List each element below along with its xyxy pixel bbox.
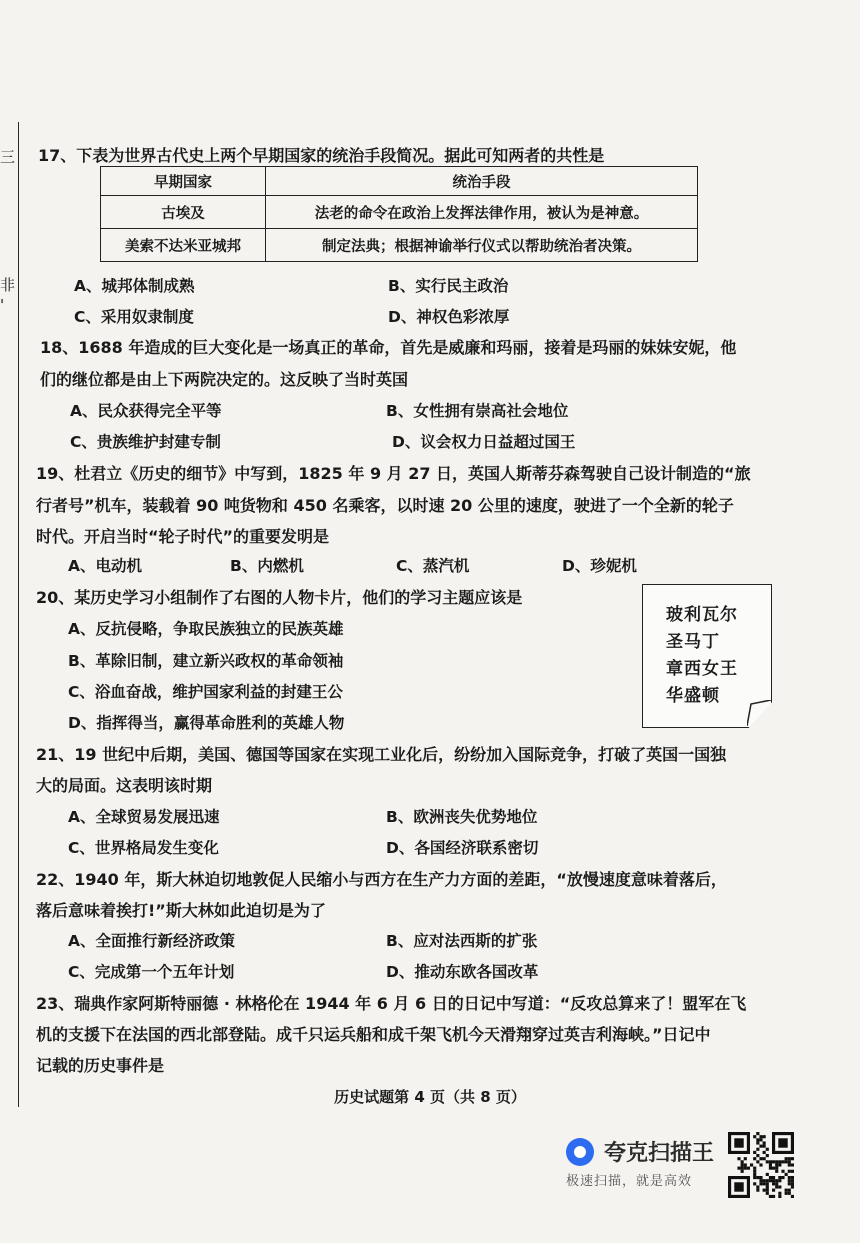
- q18-option-c[interactable]: C、贵族维护封建专制: [70, 433, 221, 451]
- q21-option-a[interactable]: A、全球贸易发展迅速: [68, 808, 220, 826]
- question-23-line: 机的支援下在法国的西北部登陆。成千只运兵船和成千架飞机今天滑翔穿过英吉利海峡。”日记中: [36, 1025, 711, 1044]
- table-cell: 美索不达米亚城邦: [101, 229, 266, 262]
- q19-option-b[interactable]: B、内燃机: [230, 557, 304, 575]
- question-19-line: 时代。开启当时“轮子时代”的重要发明是: [36, 527, 330, 546]
- q17-option-a[interactable]: A、城邦体制成熟: [74, 277, 195, 295]
- q22-option-a[interactable]: A、全面推行新经济政策: [68, 932, 235, 950]
- watermark-slogan: 极速扫描，就是高效: [566, 1174, 693, 1189]
- q19-option-a[interactable]: A、电动机: [68, 557, 142, 575]
- page-footer: 历史试题第 4 页（共 8 页）: [334, 1088, 526, 1106]
- table-header-country: 早期国家: [101, 167, 266, 196]
- question-21-line: 大的局面。这表明该时期: [36, 776, 213, 795]
- scanner-watermark: [566, 1134, 726, 1189]
- question-18-line: 们的继位都是由上下两院决定的。这反映了当时英国: [40, 370, 409, 389]
- table-cell: 古埃及: [101, 196, 266, 229]
- edge-fragment: 非: [0, 276, 16, 294]
- q20-option-d[interactable]: D、指挥得当，赢得革命胜利的英雄人物: [68, 714, 345, 732]
- table-header-means: 统治手段: [266, 167, 698, 196]
- q22-option-c[interactable]: C、完成第一个五年计划: [68, 963, 235, 981]
- card-fold-corner: [747, 700, 771, 726]
- q21-option-b[interactable]: B、欧洲丧失优势地位: [386, 808, 538, 826]
- question-22-line: 落后意味着挨打!”斯大林如此迫切是为了: [36, 901, 326, 920]
- q18-option-a[interactable]: A、民众获得完全平等: [70, 402, 222, 420]
- card-name: 玻利瓦尔: [666, 605, 738, 625]
- q17-option-d[interactable]: D、神权色彩浓厚: [388, 308, 510, 326]
- card-name: 章西女王: [666, 659, 738, 679]
- q21-option-d[interactable]: D、各国经济联系密切: [386, 839, 539, 857]
- q18-option-d[interactable]: D、议会权力日益超过国王: [392, 433, 576, 451]
- edge-fragment: ': [0, 296, 5, 314]
- card-name: 华盛顿: [666, 686, 720, 706]
- card-name: 圣马丁: [666, 632, 720, 652]
- q19-option-d[interactable]: D、珍妮机: [562, 557, 637, 575]
- question-23-line: 23、瑞典作家阿斯特丽德 · 林格伦在 1944 年 6 月 6 日的日记中写道：“反攻总算来了！盟军在飞: [36, 994, 747, 1013]
- q22-option-d[interactable]: D、推动东欧各国改革: [386, 963, 539, 981]
- question-23-line: 记载的历史事件是: [36, 1056, 165, 1075]
- question-19-line: 19、杜君立《历史的细节》中写到，1825 年 9 月 27 日，英国人斯蒂芬森驾驶自己设计制造的“旅: [36, 464, 751, 483]
- edge-fragment: 三: [0, 148, 16, 166]
- q17-option-c[interactable]: C、采用奴隶制度: [74, 308, 194, 326]
- question-19-line: 行者号”机车，装载着 90 吨货物和 450 名乘客，以时速 20 公里的速度，驶进了一个全新的轮子: [36, 496, 734, 515]
- table-cell: 制定法典；根据神谕举行仪式以帮助统治者决策。: [266, 229, 698, 262]
- q20-option-a[interactable]: A、反抗侵略，争取民族独立的民族英雄: [68, 620, 344, 638]
- question-20-stem: 20、某历史学习小组制作了右图的人物卡片，他们的学习主题应该是: [36, 588, 523, 607]
- q18-option-b[interactable]: B、女性拥有崇高社会地位: [386, 402, 569, 420]
- q22-option-b[interactable]: B、应对法西斯的扩张: [386, 932, 538, 950]
- question-17-stem: 17、下表为世界古代史上两个早期国家的统治手段简况。据此可知两者的共性是: [38, 146, 605, 165]
- table-cell: 法老的命令在政治上发挥法律作用，被认为是神意。: [266, 196, 698, 229]
- qr-code-icon: [728, 1132, 794, 1198]
- q21-option-c[interactable]: C、世界格局发生变化: [68, 839, 219, 857]
- quark-logo-icon: [566, 1138, 594, 1166]
- q19-option-c[interactable]: C、蒸汽机: [396, 557, 470, 575]
- question-22-line: 22、1940 年，斯大林迫切地敦促人民缩小与西方在生产力方面的差距，“放慢速度意味着落后，: [36, 870, 727, 889]
- q20-option-c[interactable]: C、浴血奋战，维护国家利益的封建王公: [68, 683, 343, 701]
- question-18-line: 18、1688 年造成的巨大变化是一场真正的革命，首先是威廉和玛丽，接着是玛丽的妹妹安妮，他: [40, 338, 737, 357]
- question-21-line: 21、19 世纪中后期，美国、德国等国家在实现工业化后，纷纷加入国际竞争，打破了英国一国独: [36, 745, 727, 764]
- q20-option-b[interactable]: B、革除旧制，建立新兴政权的革命领袖: [68, 652, 344, 670]
- q17-option-b[interactable]: B、实行民主政治: [388, 277, 509, 295]
- q17-table: [100, 166, 698, 262]
- binding-margin-line: [18, 122, 19, 1107]
- watermark-brand: 夸克扫描王: [604, 1141, 715, 1166]
